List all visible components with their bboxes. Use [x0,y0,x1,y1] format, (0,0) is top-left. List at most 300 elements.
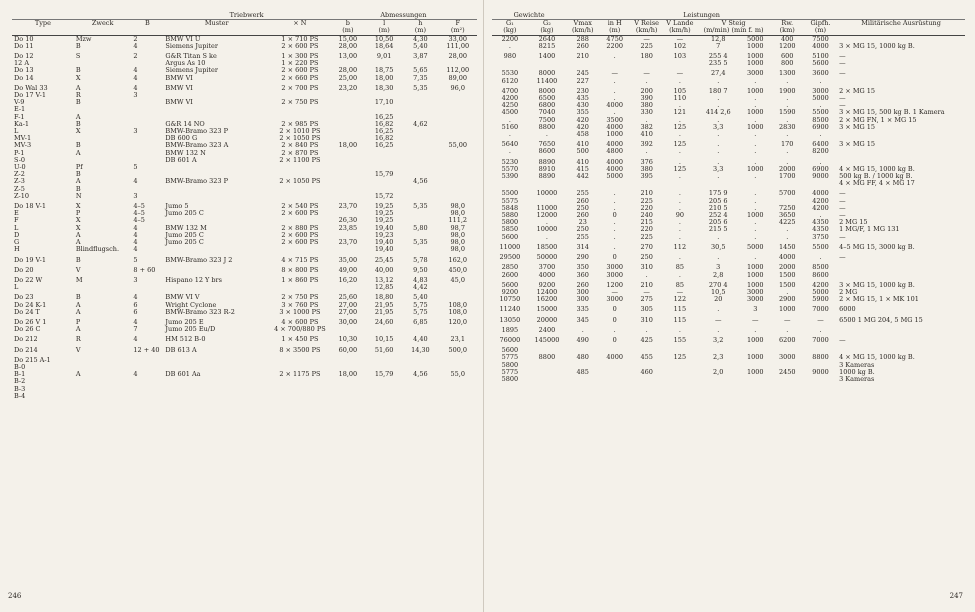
table-cell: A [75,239,81,247]
table-cell: 290 [576,253,589,262]
table-cell: 4–5 [133,217,145,225]
table-cell: 1900 [778,86,796,95]
table-cell: 5100 [812,52,829,61]
table-row [12,210,477,217]
table-cell: 2 × 600 PS [281,239,319,247]
table-cell: 13,12 [374,275,394,284]
table-row [492,78,965,85]
table-cell: 3 × MG 15, 500 kg B. 1 Kamera [839,109,945,117]
table-cell: 1200 [606,280,623,289]
table-cell: 6500 1 MG 204, 5 MG 15 [839,315,923,324]
table-cell: 1000 [747,60,764,68]
table-cell: 175 9 [708,189,728,198]
table-cell: — [714,315,722,324]
table-cell: . [786,131,789,139]
table-row [492,234,965,241]
table-cell: 8910 [538,165,556,173]
table-row [492,296,965,303]
table-cell: . [613,86,616,95]
table-cell: 2 × 700 PS [281,83,319,92]
table-cell: 4500 [501,109,519,117]
table-cell: B-4 [14,392,26,400]
table-cell: 2 × 1010 PS [279,128,321,136]
table-cell [402,364,438,371]
table-cell: 23,20 [338,83,358,92]
table-cell: 112 [673,242,687,251]
table-cell [330,186,366,193]
table-cell: 180 7 [708,86,728,95]
table-row [12,106,477,113]
table-cell: 4 [133,239,138,247]
table-cell: 5,78 [413,255,428,264]
table-row [12,35,477,43]
table-cell [330,178,366,185]
table-cell: 25,00 [338,74,358,82]
table-cell: 4750 [606,35,623,43]
table-cell [402,157,438,164]
table-row [492,102,965,109]
table-cell: 7500 [812,35,829,43]
table-cell: . [754,204,757,212]
table-cell: 392 [640,140,653,149]
table-cell: 980 [503,52,517,61]
table-cell: 2,0 [713,368,724,376]
table-cell [366,378,402,385]
table-cell: 4 × MG FF, 4 × MG 17 [839,180,915,188]
table-cell: 18,75 [374,67,394,75]
table-cell: 4 [133,224,138,232]
table-cell: 8200 [812,148,829,156]
table-cell: 4 [133,335,138,344]
table-cell: 28,00 [338,67,358,75]
table-cell [697,180,740,187]
table-cell: 1000 [747,368,764,376]
table-cell: 0 [612,335,617,344]
header-g2: G₂ (kg) [528,20,566,35]
table-row [12,114,477,121]
table-cell: 10,5 [710,288,726,296]
table-cell: 25,60 [338,293,358,302]
table-cell: 2 × 840 PS [281,142,319,150]
table-cell [366,386,402,393]
table-cell: 260 [576,42,589,50]
table-cell: 1000 [778,305,796,314]
table-cell: 8500 [812,116,829,124]
table-cell: 28,00 [338,42,358,50]
table-cell: 7250 [778,204,796,212]
table-cell: 2 × 870 PS [281,149,319,157]
table-cell: 4700 [501,86,519,95]
table-cell [366,164,402,171]
table-cell: 19,25 [374,202,394,211]
table-cell [163,284,270,291]
table-row [492,148,965,155]
table-cell: 3000 [747,288,764,296]
table-cell: S [75,52,81,61]
table-cell: BMW VI [165,74,193,82]
table-cell: — [643,35,650,43]
table-cell: 225 [640,233,653,241]
table-row [12,92,477,99]
table-cell: 458 [576,131,589,139]
table-cell: 15,72 [374,192,394,200]
table-cell [439,135,478,142]
table-cell [439,171,478,178]
table-cell: 2830 [778,123,796,131]
table-cell: 90 [675,212,685,220]
table-cell [330,164,366,171]
table-cell: 1000 kg B. [839,368,875,376]
table-cell [566,60,599,67]
header-h-m: h (m) [402,20,438,35]
table-cell: . [678,271,681,279]
table-cell: . [819,325,822,334]
table-cell: Jumo 205 Eu/D [165,326,216,334]
table-cell: . [613,204,616,212]
table-cell: 5,40 [413,293,428,302]
table-cell [402,106,438,113]
table-row [492,109,965,116]
table-cell [163,171,270,178]
table-cell [74,284,132,291]
table-row [12,75,477,82]
table-cell [439,99,478,106]
table-cell [402,354,438,364]
table-cell [804,180,837,187]
table-cell: 1000 [747,86,764,95]
table-cell: H [14,246,20,254]
table-cell: 49,00 [338,265,358,274]
table-row [492,376,965,383]
table-cell: . [613,325,616,334]
table-cell: B [75,99,81,107]
table-cell: 55,0 [450,371,465,379]
table-cell: 145000 [534,335,560,344]
table-cell [270,186,330,193]
table-cell: 5775 [501,354,519,362]
table-cell: 5,75 [413,301,428,309]
table-cell: 7500 [538,116,556,124]
table-cell: 89,00 [448,74,468,82]
table-row [492,138,965,148]
table-cell [74,135,132,142]
table-cell: . [613,189,616,198]
table-cell: 16,25 [374,113,394,121]
header-xn: × N [270,20,330,35]
table-cell [330,128,366,135]
table-cell: B-2 [14,378,26,386]
table-cell: 8500 [812,263,829,272]
table-cell: 7650 [538,140,556,149]
table-cell [131,378,163,385]
table-cell: 5800 [501,219,519,227]
table-cell: 1000 [747,280,764,289]
table-cell: . [754,77,757,85]
table-cell: . [613,95,616,103]
table-cell: 1000 [747,263,764,272]
table-cell: 3 × MG 15 [839,140,876,149]
table-cell: 2 × 1050 PS [279,178,321,186]
table-cell [439,164,478,171]
table-cell: 4 × MG 15, 1000 kg B. [839,165,915,173]
table-cell: Do 10 [14,35,34,43]
table-cell: 2 × 600 PS [281,42,319,50]
table-row [492,166,965,173]
table-cell: 6 [133,308,138,316]
table-cell: 5640 [501,140,519,149]
table-cell: 345 [576,315,589,324]
table-row [12,316,477,326]
table-cell [528,376,566,383]
table-row [492,124,965,131]
table-cell: . [678,173,681,181]
table-cell: . [786,325,789,334]
table-cell: 4 × 700/880 PS [274,326,326,334]
table-cell [599,344,630,354]
table-cell: 1000 [747,52,764,61]
table-row [12,302,477,309]
table-cell [270,364,330,371]
table-row [12,309,477,316]
table-cell: 7000 [812,335,829,344]
table-cell: 410 [640,131,653,139]
table-cell: 3000 [747,296,764,304]
table-cell: . [508,42,511,50]
table-cell [837,272,965,279]
table-cell: 210 [640,280,653,289]
table-cell: 5000 [812,95,829,103]
table-cell: 5160 [501,123,519,131]
table-cell: 23,85 [338,224,358,232]
table-cell: . [786,226,789,234]
table-row [492,303,965,313]
table-cell: 2 × MG FN, 1 × MG 15 [839,116,917,124]
table-cell [439,106,478,113]
table-cell: 11240 [499,305,521,314]
table-cell [402,92,438,99]
table-cell: 410 [576,157,589,166]
table-cell: Argus As 10 [165,60,206,68]
table-cell [366,150,402,157]
table-cell: 335 [576,305,589,314]
table-row [12,135,477,142]
table-cell: A [75,231,81,239]
table-cell: 3 × MG 15, 1000 kg B. [839,280,915,289]
table-cell: DB 601 Aa [165,371,201,379]
table-row [492,261,965,271]
table-cell: 16200 [536,296,558,304]
table-cell: 162,0 [448,255,468,264]
table-cell: Do 18 V-1 [14,202,46,211]
table-cell: 20000 [536,315,558,324]
header-gipfh: Gipfh. (m) [804,20,837,35]
table-cell: 2 × 750 PS [281,99,319,107]
table-cell: . [754,253,757,262]
table-cell [439,114,478,121]
table-cell: 2 × 750 PS [281,293,319,302]
table-cell: . [754,197,757,205]
aircraft-spec-table [12,12,477,400]
table-cell: 3 [133,275,138,284]
table-cell: — [643,288,650,296]
table-row [12,60,477,67]
table-cell [439,157,478,164]
header-triebwerk: Triebwerk [163,12,329,20]
table-cell: 4,83 [413,275,428,284]
table-cell: 5775 [501,368,519,376]
table-cell: 5530 [501,69,519,78]
table-cell: 200 [640,86,653,95]
table-cell: Do 20 [14,265,34,274]
table-cell [528,180,566,187]
table-cell: 18500 [536,242,558,251]
table-cell: 18,00 [374,74,394,82]
table-cell: 8000 [538,86,556,95]
table-row [492,272,965,279]
table-row [12,239,477,246]
table-cell: 45,0 [450,275,465,284]
table-cell: DB 600 G [165,135,198,143]
table-cell: — [611,288,618,296]
table-cell [330,284,366,291]
table-cell [439,121,478,128]
table-cell: 8 × 3500 PS [279,345,321,354]
table-cell [270,171,330,178]
table-cell: 8800 [538,354,556,362]
table-cell [837,78,965,85]
table-cell: B-3 [14,385,26,393]
table-row [492,205,965,212]
table-cell: 24,60 [374,317,394,326]
right-page [483,0,975,612]
header-gewichte: Gewichte [492,12,566,20]
table-cell: 2640 [538,35,556,43]
table-cell: B-0 [14,363,26,371]
table-cell: BMW VI [165,99,193,107]
table-cell: 215 5 [708,226,728,234]
table-cell [630,362,663,369]
table-cell [402,135,438,142]
table-row [492,95,965,102]
table-cell: A [75,301,81,309]
table-cell: 430 [576,102,589,110]
table-row [12,186,477,193]
table-cell: 2 × 600 PS [281,67,319,75]
table-cell: 5800 [501,375,519,383]
table-cell: 270 [640,242,653,251]
table-cell: . [717,131,720,139]
header-zweck: Zweck [74,20,132,35]
table-cell [330,60,366,67]
table-cell: 8600 [538,148,556,156]
table-cell [366,92,402,99]
table-cell [492,60,528,67]
table-cell [270,393,330,400]
table-cell: 3000 [606,296,623,304]
table-cell [663,362,696,369]
table-cell: . [678,77,681,85]
table-cell: DB 613 A [165,345,197,354]
table-cell [366,178,402,185]
table-cell [163,378,270,385]
table-cell: Do 12 [14,52,34,61]
table-cell: 2 [133,35,138,43]
table-cell [330,150,366,157]
table-cell [740,376,771,383]
table-cell: 2 × 540 PS [281,202,319,211]
table-cell: . [678,204,681,212]
table-cell: . [717,157,720,166]
table-cell: B [75,171,81,179]
table-cell: . [613,197,616,205]
table-cell: 442 [576,173,589,181]
table-cell: 6000 [839,305,856,314]
table-cell: 8890 [538,157,556,166]
table-cell: 2 × 600 PS [281,210,319,218]
table-cell: 4200 [812,280,829,289]
table-cell: . [678,253,681,262]
table-cell [330,354,366,364]
table-row [12,274,477,284]
table-cell: 105 [673,86,687,95]
table-cell: 8 × 800 PS [281,265,319,274]
table-cell [163,364,270,371]
table-cell: 5570 [501,165,519,173]
table-cell [566,376,599,383]
table-cell: 220 [640,226,653,234]
table-cell [402,128,438,135]
table-cell [330,157,366,164]
table-cell: 50000 [536,253,558,262]
table-cell: 98,0 [450,202,465,211]
table-cell: . [645,325,648,334]
table-cell: 0 [612,305,617,314]
table-cell: 1895 [501,325,519,334]
table-cell [630,344,663,354]
header-b-m: b (m) [330,20,366,35]
table-cell: 800 [781,60,794,68]
table-cell [163,106,270,113]
table-cell: — [839,197,846,205]
table-row [492,241,965,251]
table-cell: 500 [576,148,589,156]
table-cell: 4000 [606,102,623,110]
table-cell: . [819,212,822,220]
table-row [492,289,965,296]
table-cell: 11400 [536,77,558,85]
table-cell: X [75,217,81,225]
table-cell: 15000 [536,305,558,314]
table-cell [837,35,965,43]
table-cell [270,386,330,393]
table-cell: 0 [612,253,617,262]
table-cell: 6400 [812,140,829,149]
table-cell [837,156,965,166]
table-cell [439,150,478,157]
table-cell: 120,0 [448,317,468,326]
table-cell: 2,8 [713,271,724,279]
table-cell: 4 [133,246,138,254]
table-cell: 600 [781,52,794,61]
table-row [12,333,477,343]
table-cell [74,106,132,113]
table-cell: 15,00 [338,35,358,43]
table-cell: 2200 [501,35,519,43]
table-cell: 350 [576,263,589,272]
table-row [12,178,477,185]
table-cell: . [786,95,789,103]
table-cell [163,393,270,400]
